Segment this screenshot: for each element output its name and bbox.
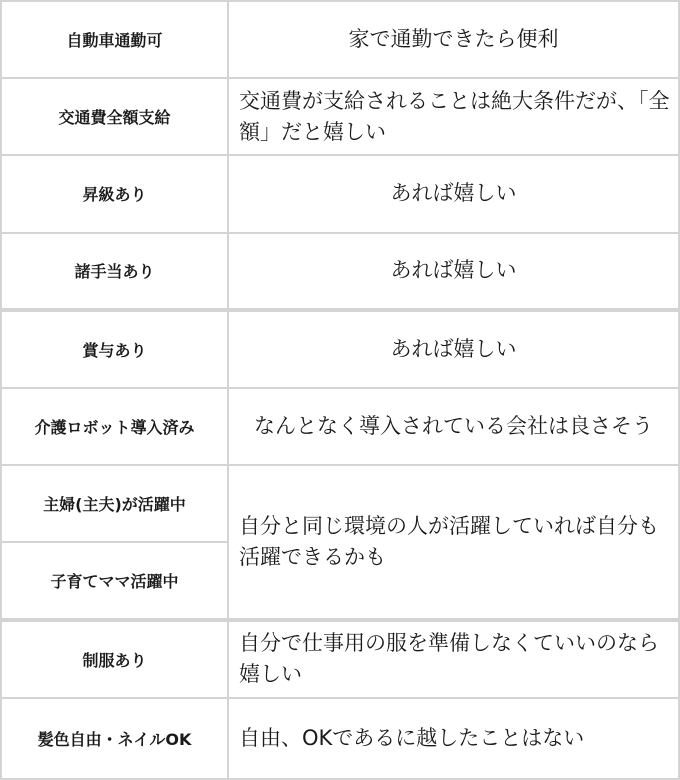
table-row [1, 465, 679, 542]
row-label: 交通費全額支給 [1, 78, 228, 155]
row-label: 制服あり [1, 620, 228, 698]
table-row [1, 1, 679, 78]
row-value: 自由、OKであるに越したことはない [228, 698, 679, 779]
row-label: 髪色自由・ネイルOK [1, 698, 228, 779]
row-value: 自分で仕事用の服を準備しなくていいのなら嬉しい [228, 620, 679, 698]
table-row [1, 388, 679, 465]
table-row [1, 310, 679, 388]
table-row [1, 698, 679, 779]
row-value: あれば嬉しい [228, 155, 679, 232]
row-value: 交通費が支給されることは絶大条件だが、「全額」だと嬉しい [228, 78, 679, 155]
table-row [1, 78, 679, 155]
row-value: あれば嬉しい [228, 310, 679, 388]
row-label: 諸手当あり [1, 233, 228, 310]
row-value: 自分と同じ環境の人が活躍していれば自分も活躍できるかも [228, 465, 679, 619]
row-label: 自動車通勤可 [1, 1, 228, 78]
row-value: あれば嬉しい [228, 233, 679, 310]
row-value: 家で通勤できたら便利 [228, 1, 679, 78]
table-row [1, 155, 679, 232]
table-row [1, 233, 679, 310]
row-label: 昇級あり [1, 155, 228, 232]
row-label: 賞与あり [1, 310, 228, 388]
row-label: 主婦(主夫)が活躍中 [1, 465, 228, 542]
table-row [1, 620, 679, 698]
row-value: なんとなく導入されている会社は良さそう [228, 388, 679, 465]
row-label: 子育てママ活躍中 [1, 542, 228, 619]
row-label: 介護ロボット導入済み [1, 388, 228, 465]
